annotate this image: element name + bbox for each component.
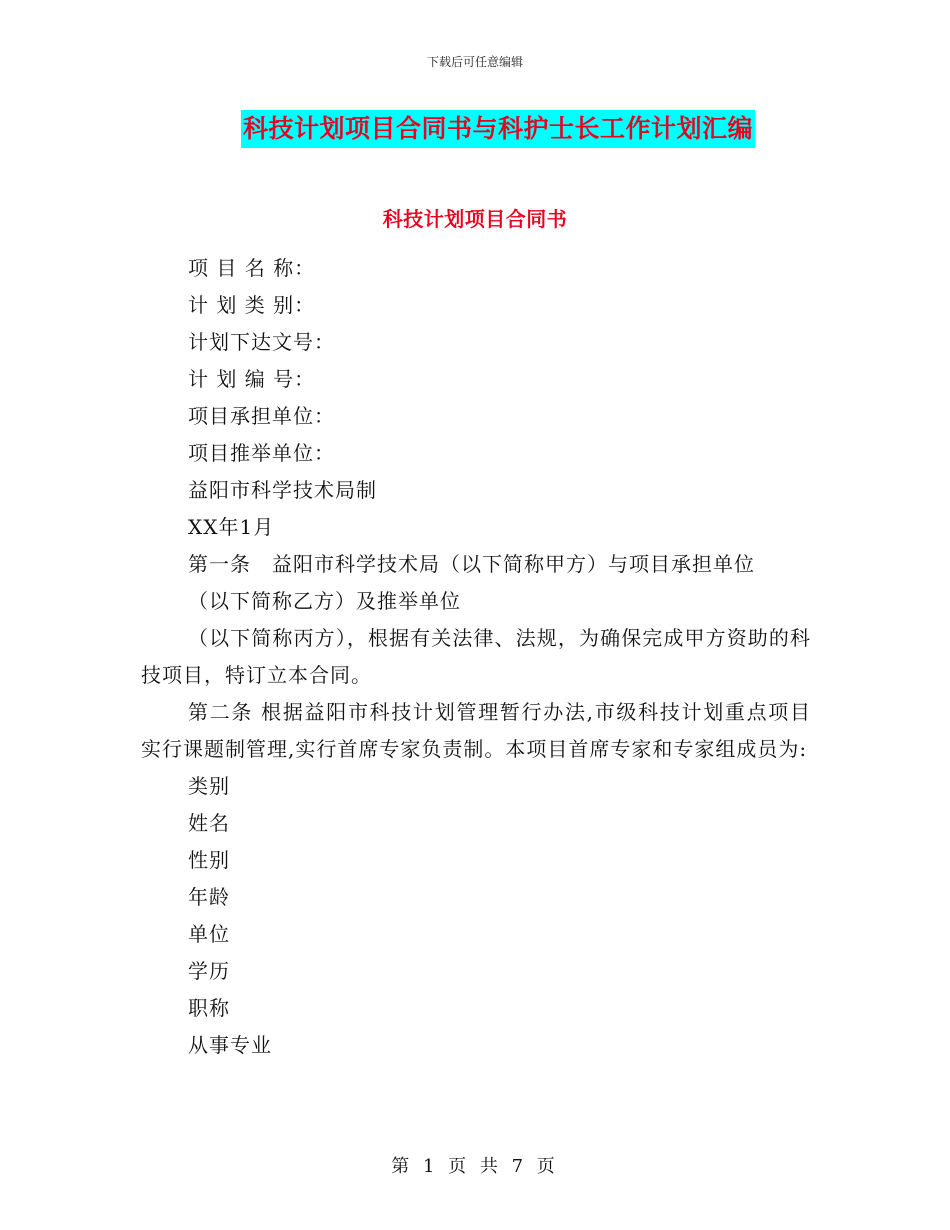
article1-line1: 第一条 益阳市科学技术局（以下简称甲方）与项目承担单位	[188, 552, 755, 576]
field-undertaking-unit: 项目承担单位：	[188, 404, 335, 428]
member-column-title: 职称	[188, 996, 230, 1020]
field-project-name: 项 目 名 称：	[188, 256, 316, 280]
field-plan-doc-no: 计划下达文号：	[188, 330, 335, 354]
article2: 第二条 根据益阳市科技计划管理暂行办法,市级科技计划重点项目实行课题制管理,实行首席专家负责制。本项目首席专家和专家组成员为:	[141, 700, 811, 761]
issuer: 益阳市科学技术局制	[188, 478, 377, 502]
main-title: 科技计划项目合同书与科护士长工作计划汇编	[241, 110, 755, 148]
member-column-category: 类别	[188, 774, 230, 798]
header-note: 下载后可任意编辑	[426, 55, 523, 69]
member-column-education: 学历	[188, 959, 230, 983]
article1-line2: （以下简称乙方）及推举单位	[188, 589, 461, 613]
sub-title: 科技计划项目合同书	[382, 207, 568, 231]
field-plan-no: 计 划 编 号：	[188, 367, 316, 391]
document-body	[141, 250, 811, 1064]
main-title-container	[0, 110, 950, 148]
member-column-unit: 单位	[188, 922, 230, 946]
field-recommending-unit: 项目推举单位：	[188, 441, 335, 465]
article1-line3: （以下简称丙方），根据有关法律、法规，为确保完成甲方资助的科技项目，特订立本合同。	[141, 626, 811, 687]
date: XX年1月	[188, 515, 275, 539]
page-footer: 第 1 页 共 7 页	[391, 1156, 559, 1177]
member-column-specialty: 从事专业	[188, 1033, 272, 1057]
member-column-name: 姓名	[188, 811, 230, 835]
field-plan-category: 计 划 类 别：	[188, 293, 316, 317]
member-column-age: 年龄	[188, 885, 230, 909]
member-column-gender: 性别	[188, 848, 230, 872]
